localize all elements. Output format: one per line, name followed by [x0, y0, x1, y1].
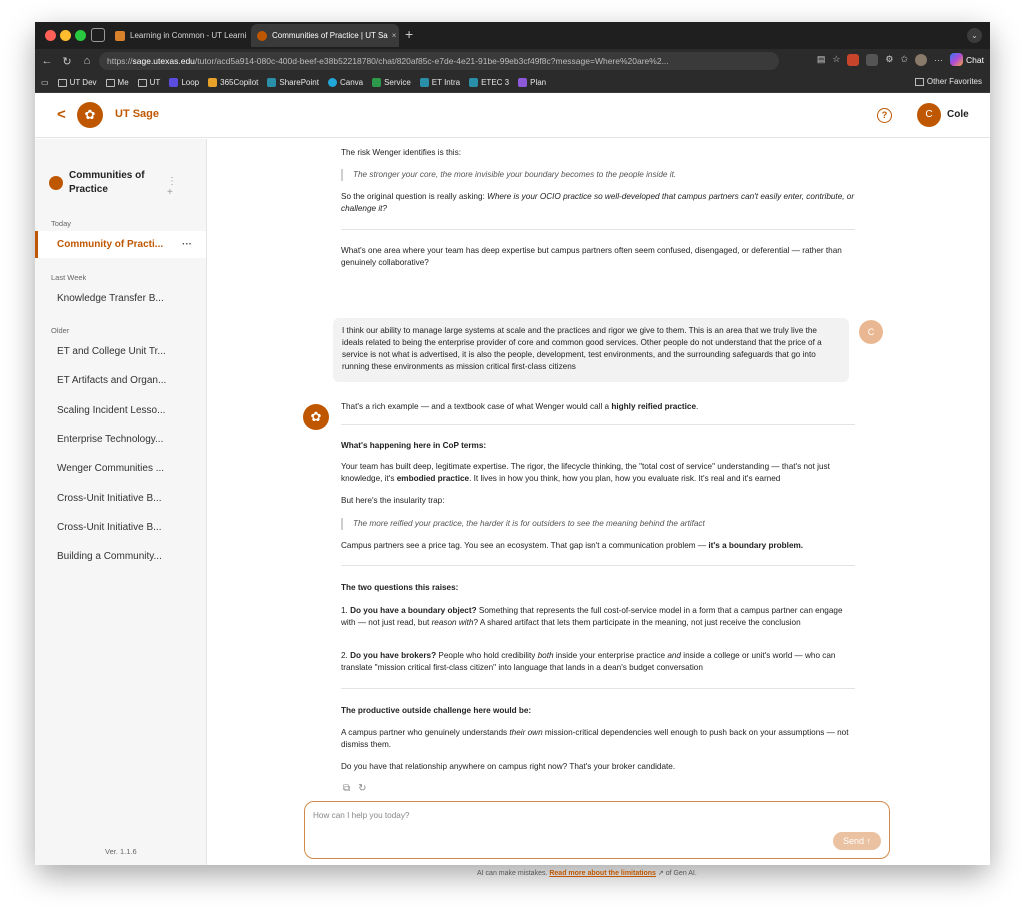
bookmark-label: UT Dev	[69, 78, 97, 87]
service-icon	[372, 78, 381, 87]
address-bar	[35, 49, 990, 73]
assistant-paragraph	[341, 461, 855, 485]
copilot-icon	[950, 53, 963, 66]
new-tab-button[interactable]: +	[405, 26, 414, 42]
refresh-icon[interactable]: ↻	[62, 55, 72, 68]
assistant-paragraph: What's one area where your team has deep expertise but campus partners often seem confused, disengaged, or deferential — rather than genuinely collaborative?	[341, 246, 842, 267]
back-arrow-icon[interactable]: ←	[41, 55, 53, 67]
url-path: /tutor/acd5a914-080c-400d-beef-e38b52218780/chat/820af85c-e7de-4e21-91be-99eb3cf49f8c?message=Where%20are%2...	[194, 56, 669, 66]
italic-span: reason with	[431, 618, 474, 627]
bookmark-sharepoint[interactable]	[267, 78, 319, 87]
ai-disclaimer	[477, 869, 697, 877]
text-span: So the original question is really asking:	[341, 192, 488, 201]
brand-title[interactable]: UT Sage	[115, 108, 160, 120]
regenerate-icon[interactable]: ↻	[358, 783, 367, 794]
sidebar-item-label: Scaling Incident Lesso...	[57, 405, 166, 416]
copilot-icon	[208, 78, 217, 87]
home-icon[interactable]: ⌂	[83, 55, 91, 67]
browser-window	[35, 22, 990, 877]
copilot-chat-button[interactable]	[950, 53, 984, 66]
text-span: ↗ of Gen AI.	[655, 870, 697, 877]
bookmark-icon[interactable]: ▭	[41, 78, 49, 87]
bookmark-label: Canva	[339, 78, 364, 87]
favorites-icon[interactable]: ✩	[900, 54, 909, 64]
bold-span: highly reified practice	[611, 402, 697, 411]
intranet-icon	[469, 78, 478, 87]
sidebar-item-label: Cross-Unit Initiative B...	[57, 493, 162, 504]
project-name: Communities of Practice	[69, 170, 145, 195]
assistant-paragraph	[341, 727, 855, 751]
more-icon[interactable]: ···	[934, 54, 944, 65]
user-avatar: C	[859, 320, 883, 344]
sidebar-item-chat[interactable]	[35, 397, 206, 424]
text-span: That's a rich example — and a textbook case of what Wenger would call a	[341, 402, 612, 411]
url-host: sage.utexas.edu	[132, 56, 195, 66]
assistant-paragraph	[341, 401, 855, 413]
sidebar-item-label: Enterprise Technology...	[57, 434, 164, 445]
assistant-paragraph	[341, 540, 855, 552]
favorite-star-icon[interactable]: ☆	[832, 54, 841, 64]
bookmark-ut[interactable]	[138, 78, 161, 87]
blockquote: The more reified your practice, the harder it is for outsiders to see the meaning behind the artifact	[341, 518, 855, 530]
bookmark-me[interactable]	[106, 78, 129, 87]
divider	[341, 229, 855, 230]
send-button[interactable]: Send ↑	[833, 832, 881, 850]
text-span: A campus partner who genuinely understands	[341, 728, 510, 737]
sidebar-item-chat[interactable]	[35, 514, 206, 541]
assistant-paragraph: But here's the insularity trap:	[341, 496, 445, 505]
maximize-window-button[interactable]	[75, 30, 86, 41]
sidebar-item-label: Building a Community...	[57, 551, 162, 562]
other-favorites-label: Other Favorites	[926, 77, 982, 86]
tab-close-icon[interactable]: ×	[391, 31, 397, 40]
divider	[341, 424, 855, 425]
sage-favicon-icon	[257, 31, 267, 41]
loop-icon	[169, 78, 178, 87]
text-span: mission-critical dependencies well enough to push back on your assumptions — not dismiss them.	[341, 728, 849, 749]
bookmark-canva[interactable]	[328, 78, 363, 87]
folder-icon	[106, 79, 115, 87]
folder-icon	[138, 79, 147, 87]
sidebar-item-chat[interactable]	[35, 543, 206, 570]
italic-span: and	[667, 651, 681, 660]
folder-icon	[915, 78, 924, 86]
divider	[341, 565, 855, 566]
bookmark-ut-dev[interactable]	[58, 78, 97, 87]
section-heading: The two questions this raises:	[341, 583, 459, 592]
bold-span: Do you have a boundary object?	[350, 606, 477, 615]
minimize-window-button[interactable]	[60, 30, 71, 41]
sidebar-item-label: ET Artifacts and Organ...	[57, 375, 167, 386]
sage-app	[35, 93, 990, 877]
tab-actions-icon[interactable]	[91, 28, 105, 42]
bookmark-label: UT	[149, 78, 161, 87]
chat-panel	[207, 139, 990, 877]
text-span: inside a college or unit's world — who can translate "mission critical first-class citizen" into language that lands in a dean's budget conversation	[341, 651, 836, 672]
bookmark-etec3[interactable]	[469, 78, 509, 87]
sidebar-item-chat[interactable]	[35, 285, 206, 312]
bookmark-label: ETEC 3	[481, 78, 510, 87]
section-heading: The productive outside challenge here would be:	[341, 706, 532, 715]
bookmark-label: Service	[384, 78, 411, 87]
message-actions	[343, 783, 367, 794]
assistant-paragraph	[341, 191, 855, 215]
url-prefix: https://	[107, 56, 133, 66]
bookmarks-bar	[35, 73, 990, 93]
copy-icon[interactable]: ⧉	[343, 783, 351, 794]
blockquote: The stronger your core, the more invisible your boundary becomes to the people inside it.	[341, 169, 855, 181]
folder-icon	[58, 79, 67, 87]
section-heading: What's happening here in CoP terms:	[341, 441, 487, 450]
tab-label: Communities of Practice | UT Sa	[272, 31, 388, 40]
bookmark-365copilot[interactable]	[208, 78, 258, 87]
text-span: .	[696, 402, 699, 411]
user-avatar[interactable]: C	[917, 103, 941, 127]
bookmark-label: ET Intra	[431, 78, 461, 87]
sidebar-item-label: Wenger Communities ...	[57, 463, 165, 474]
bold-span: Do you have brokers?	[350, 651, 437, 660]
url-field[interactable]	[99, 52, 779, 70]
sidebar-item-label: Cross-Unit Initiative B...	[57, 522, 162, 533]
close-window-button[interactable]	[45, 30, 56, 41]
project-actions[interactable]: ⋮ +	[167, 176, 183, 198]
bookmark-label: SharePoint	[279, 78, 319, 87]
longhorn-logo-icon: ✿	[303, 404, 329, 430]
intranet-icon	[420, 78, 429, 87]
sidebar	[35, 139, 207, 865]
ut-learn-favicon-icon	[115, 31, 125, 41]
extension-icon[interactable]	[847, 54, 859, 66]
composer-placeholder[interactable]: How can I help you today?	[313, 811, 410, 820]
sidebar-item-chat[interactable]	[35, 455, 206, 482]
italic-span: their own	[509, 728, 543, 737]
text-span: 1.	[341, 606, 351, 615]
sidebar-item-chat[interactable]	[35, 367, 206, 394]
help-icon[interactable]: ?	[877, 108, 892, 123]
longhorn-logo-icon: ✿	[77, 102, 103, 128]
bookmark-label: Loop	[181, 78, 200, 87]
italic-span: Where is your OCIO practice so well-developed that campus partners can't easily enter, contribute, or challenge it?	[341, 192, 855, 213]
chat-label: Chat	[966, 54, 984, 65]
bookmark-et-intra[interactable]	[420, 78, 460, 87]
list-item	[341, 605, 855, 629]
settings-gear-icon[interactable]: ⚙	[885, 54, 894, 64]
sidebar-item-chat[interactable]	[35, 426, 206, 453]
text-span: . It lives in how you think, how you plan, how you evaluate risk. It's real and it's earned	[469, 474, 781, 483]
tab-learning-in-common[interactable]	[109, 24, 249, 47]
italic-span: both	[537, 651, 554, 660]
sidebar-item-chat[interactable]	[35, 338, 206, 365]
text-span: Your team has built deep, legitimate expertise. The rigor, the lifecycle thinking, the "total cost of service" understanding — that's not just knowledge, it's	[341, 462, 830, 483]
sidebar-item-label: Community of Practi...	[57, 239, 164, 250]
message-composer[interactable]	[304, 801, 890, 859]
sidebar-item-label: Knowledge Transfer B...	[57, 293, 164, 304]
assistant-paragraph: The risk Wenger identifies is this:	[341, 148, 461, 157]
bookmark-loop[interactable]	[169, 78, 199, 87]
text-span: Something that represents the full cost-of-service model in a form that a campus partner can engage with — not just read, but	[341, 606, 843, 627]
user-message: I think our ability to manage large systems at scale and the practices and rigor we give to them. This is an area that we truly live the ideals related to being the enterprise provider of core and common good services. Other people do not understand that the price of a service is not what is advertised, it is also the people, development, test environments, and the surrounding safeguards that go into running these environments as mission critical first-class citizens	[333, 318, 849, 382]
bookmark-label: Plan	[530, 78, 547, 87]
limitations-link[interactable]: Read more about the limitations	[549, 870, 656, 877]
sharepoint-icon	[267, 78, 276, 87]
text-span: inside your enterprise practice	[553, 651, 668, 660]
tab-label: Learning in Common - UT Learni	[130, 31, 247, 40]
version-label: Ver. 1.1.6	[105, 847, 137, 856]
tab-bar	[35, 22, 990, 49]
divider	[341, 688, 855, 689]
planner-icon	[518, 78, 527, 87]
text-span: People who hold credibility	[436, 651, 538, 660]
bookmark-service[interactable]	[372, 78, 411, 87]
sidebar-item-chat[interactable]	[35, 485, 206, 512]
extension-icon[interactable]	[866, 54, 878, 66]
bookmark-label: 365Copilot	[220, 78, 259, 87]
bold-span: embodied practice	[396, 474, 470, 483]
text-span: AI can make mistakes.	[477, 870, 550, 877]
text-span: ? A shared artifact that lets them participate in the meaning, not just receive the conclusion	[473, 618, 801, 627]
tab-communities-of-practice[interactable]	[251, 24, 399, 47]
app-header	[35, 93, 990, 138]
tab-search-chevron-icon[interactable]: ⌄	[967, 28, 982, 43]
section-today: Today	[51, 219, 72, 228]
user-name[interactable]: Cole	[947, 109, 969, 120]
assistant-paragraph: Do you have that relationship anywhere on campus right now? That's your broker candidate.	[341, 762, 676, 771]
section-older: Older	[51, 326, 70, 335]
sidebar-item-active-chat[interactable]	[35, 231, 206, 258]
more-options-icon[interactable]: ···	[182, 239, 192, 250]
profile-avatar-icon[interactable]	[915, 54, 927, 66]
bookmark-label: Me	[117, 78, 129, 87]
bookmark-plan[interactable]	[518, 78, 546, 87]
text-span: 2.	[341, 651, 351, 660]
sidebar-item-label: ET and College Unit Tr...	[57, 346, 166, 357]
other-favorites[interactable]	[915, 77, 982, 86]
text-span: Campus partners see a price tag. You see an ecosystem. That gap isn't a communication problem —	[341, 541, 709, 550]
list-item	[341, 650, 855, 674]
reader-icon[interactable]: ▤	[816, 54, 826, 64]
section-last-week: Last Week	[51, 273, 87, 282]
bold-span: it's a boundary problem.	[708, 541, 804, 550]
canva-icon	[328, 78, 337, 87]
toolbar-extensions	[817, 53, 984, 66]
back-chevron-icon[interactable]: <	[57, 106, 66, 123]
project-header[interactable]	[49, 169, 199, 199]
longhorn-logo-icon	[49, 176, 63, 190]
